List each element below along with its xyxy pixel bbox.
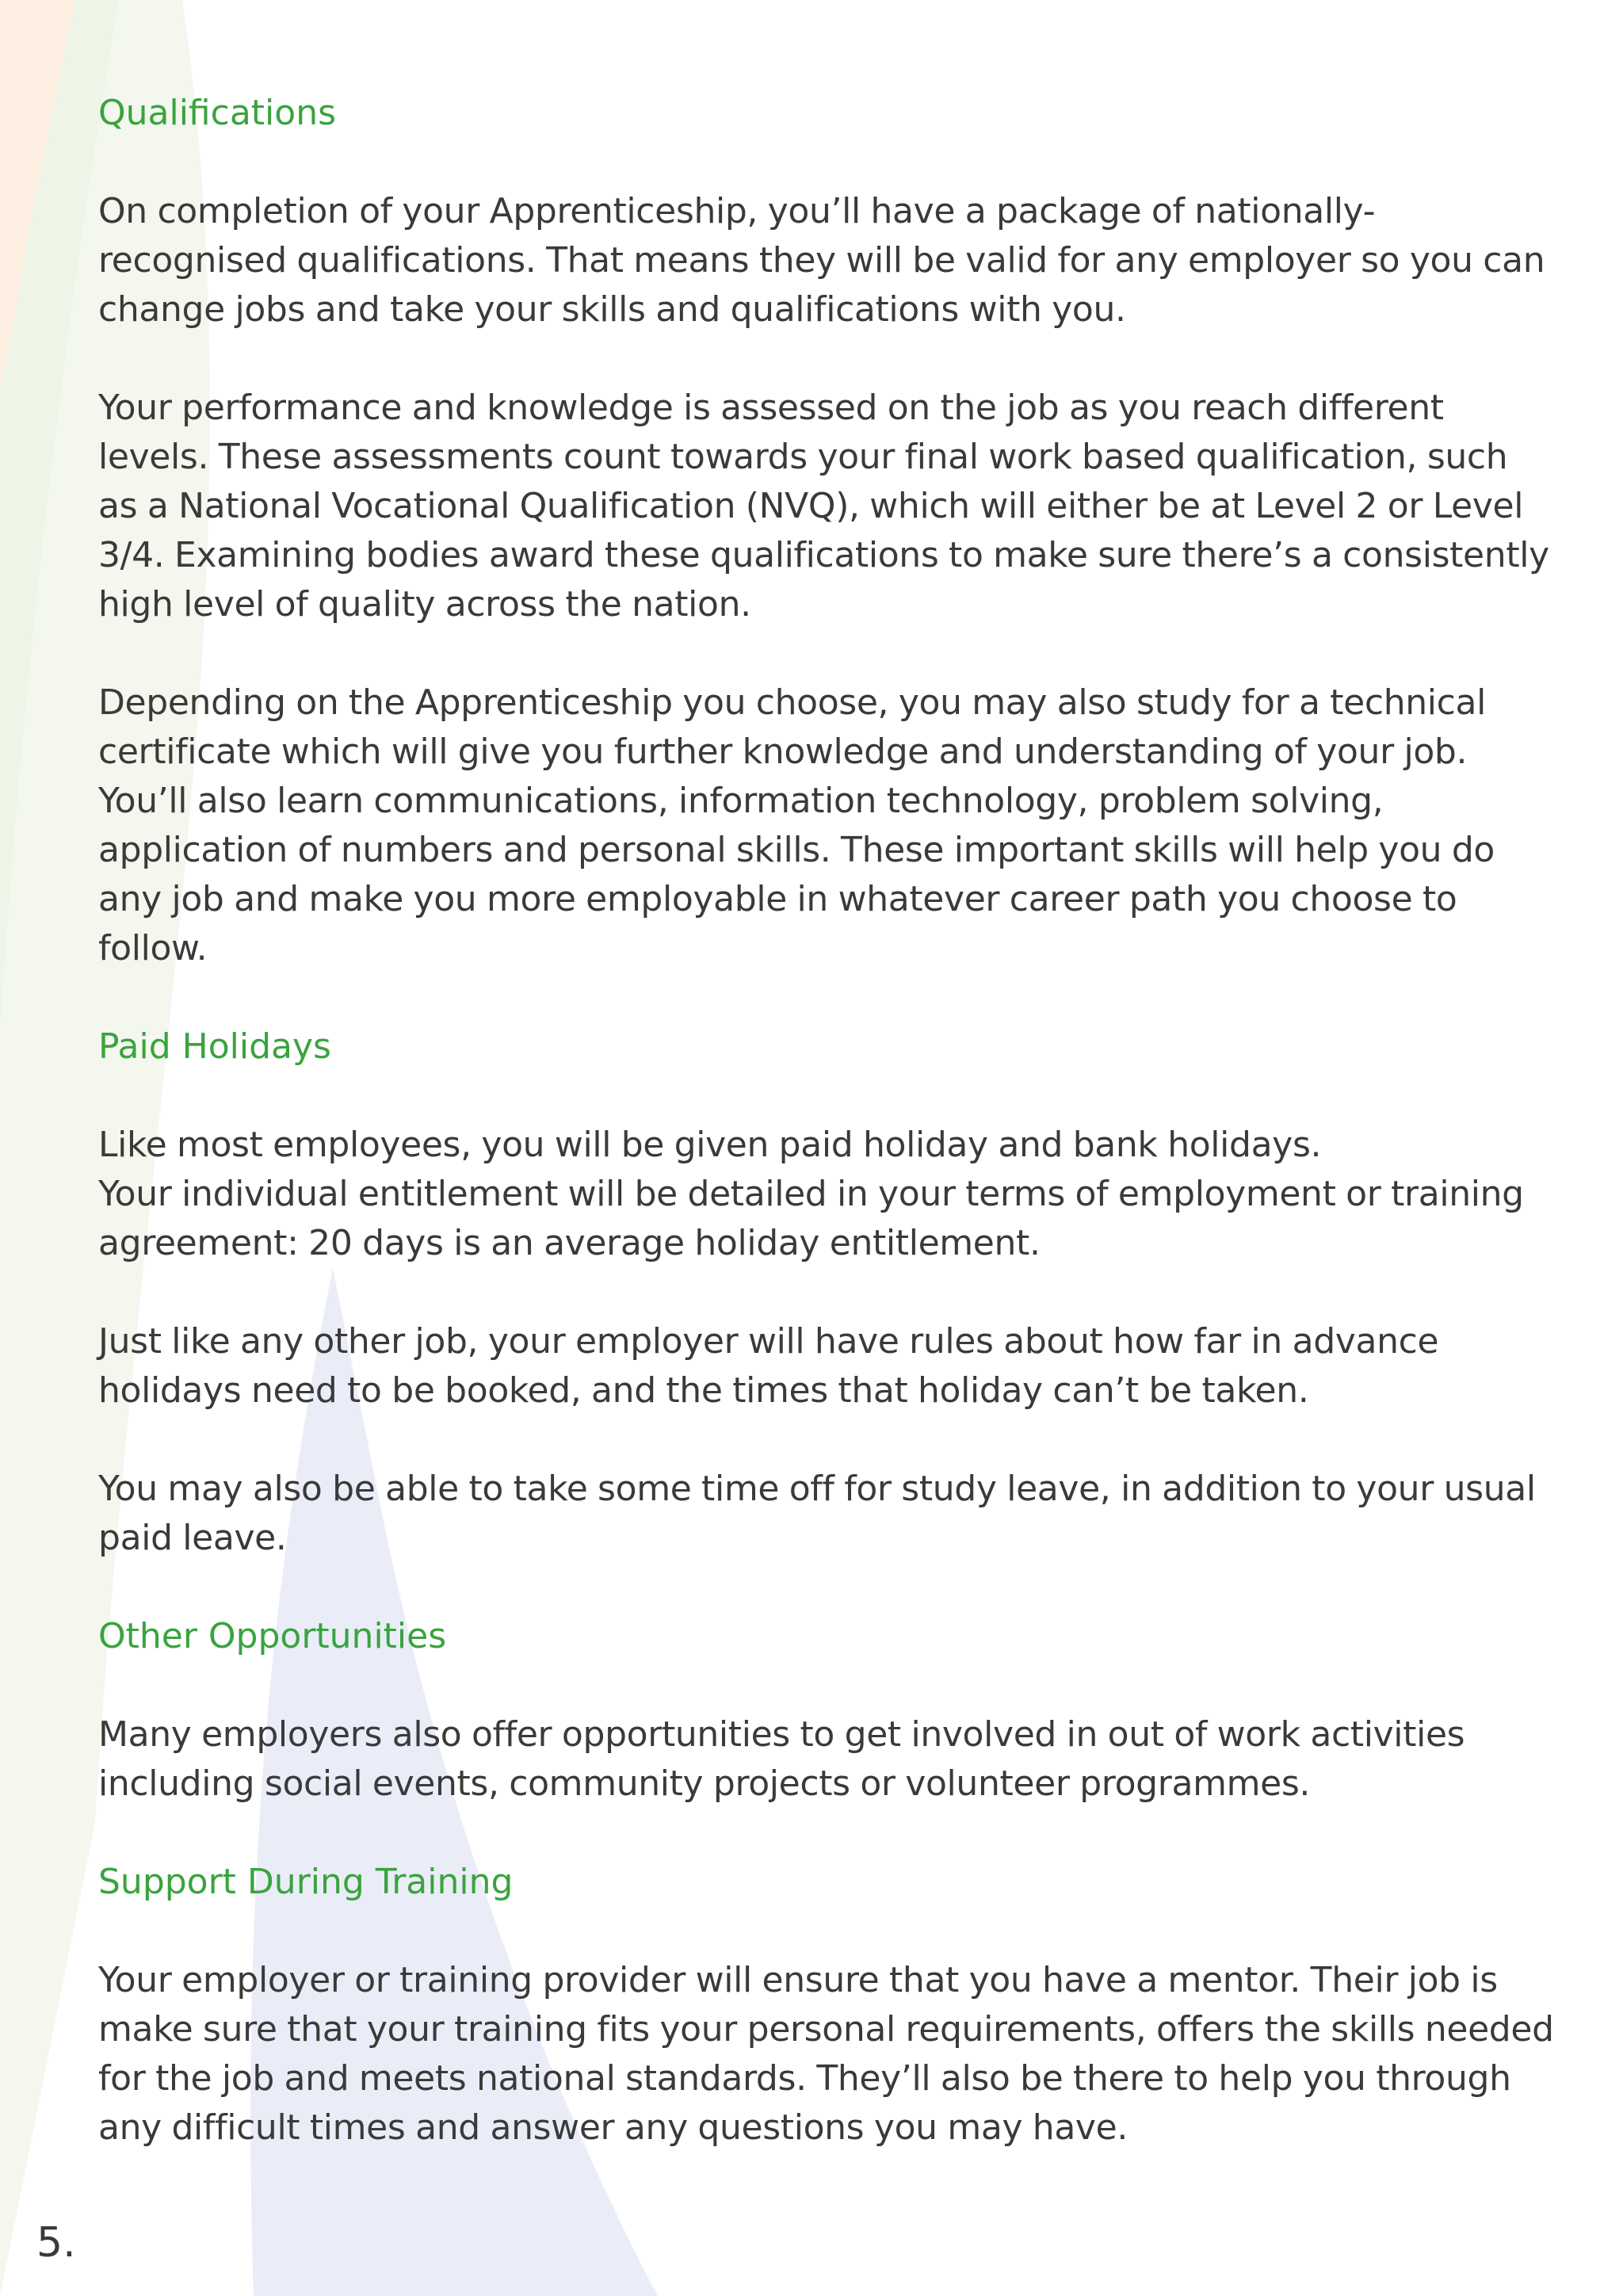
text-line: any job and make you more employable in whatever career path you choose to [98, 879, 1457, 919]
paragraph [98, 1121, 1541, 1268]
section-heading: Paid Holidays [98, 1026, 331, 1067]
text-line: paid leave. [98, 1518, 287, 1558]
text-line: any difficult times and answer any questions you may have. [98, 2107, 1128, 2148]
text-line: 3/4. Examining bodies award these qualifications to make sure there’s a consistently [98, 535, 1549, 575]
text-line: change jobs and take your skills and qualifications with you. [98, 289, 1126, 330]
section-heading: Qualifications [98, 93, 337, 133]
paragraph [98, 1710, 1541, 1809]
text-line: certificate which will give you further knowledge and understanding of your job. [98, 732, 1468, 772]
document-body [98, 89, 1554, 2202]
section-heading: Other Opportunities [98, 1616, 447, 1656]
paragraph [98, 678, 1541, 973]
text-line: high level of quality across the nation. [98, 584, 751, 625]
text-line: for the job and meets national standards. They’ll also be there to help you through [98, 2058, 1511, 2099]
text-line: holidays need to be booked, and the times that holiday can’t be taken. [98, 1370, 1309, 1411]
text-line: follow. [98, 928, 208, 968]
text-line: You’ll also learn communications, information technology, problem solving, [98, 781, 1384, 821]
section-heading: Support During Training [98, 1862, 514, 1902]
paragraph [98, 384, 1549, 629]
text-line: Your performance and knowledge is assessed on the job as you reach different [98, 388, 1444, 428]
text-line: including social events, community projects or volunteer programmes. [98, 1763, 1311, 1804]
section-support-during-training [98, 1858, 1554, 2153]
text-line: Many employers also offer opportunities to get involved in out of work activities [98, 1714, 1465, 1755]
text-line: You may also be able to take some time off for study leave, in addition to your usual [98, 1469, 1536, 1509]
text-line: make sure that your training fits your personal requirements, offers the skills needed [98, 2009, 1554, 2050]
text-line: agreement: 20 days is an average holiday entitlement. [98, 1223, 1041, 1263]
text-line: Like most employees, you will be given paid holiday and bank holidays. [98, 1125, 1322, 1165]
page-number: 5. [36, 2219, 76, 2267]
text-line: as a National Vocational Qualification (NVQ), which will either be at Level 2 or Level [98, 486, 1524, 526]
text-line: levels. These assessments count towards your final work based qualification, such [98, 437, 1508, 477]
section-paid-holidays [98, 1022, 1541, 1563]
text-line: application of numbers and personal skills. These important skills will help you do [98, 830, 1495, 870]
paragraph [98, 187, 1545, 334]
text-line: recognised qualifications. That means they will be valid for any employer so you can [98, 240, 1545, 281]
text-line: Your employer or training provider will ensure that you have a mentor. Their job is [98, 1960, 1498, 2000]
paragraph [98, 1465, 1541, 1563]
paragraph [98, 1956, 1554, 2153]
text-line: On completion of your Apprenticeship, you’ll have a package of nationally- [98, 191, 1376, 231]
section-other-opportunities [98, 1612, 1541, 1809]
paragraph [98, 1317, 1541, 1415]
text-line: Your individual entitlement will be detailed in your terms of employment or training [98, 1174, 1524, 1214]
text-line: Just like any other job, your employer will have rules about how far in advance [98, 1321, 1439, 1362]
text-line: Depending on the Apprenticeship you choose, you may also study for a technical [98, 682, 1486, 723]
section-qualifications [98, 89, 1549, 973]
